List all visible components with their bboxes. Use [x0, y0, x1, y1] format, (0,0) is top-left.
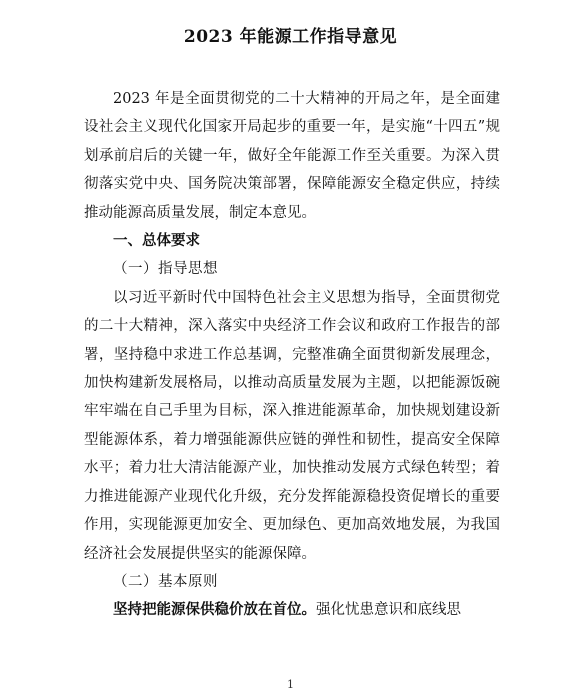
guiding-ideology-paragraph: 以习近平新时代中国特色社会主义思想为指导，全面贯彻党的二十大精神，深入落实中央经济工作会议和政府工作报告的部署，坚持稳中求进工作总基调，完整准确全面贯彻新发展理念，加快构建新发展格局，以推动高质量发展为主题，以把能源饭碗牢牢端在自己手里为目标，深入推进能源革命，加快规划建设新型能源体系，着力增强能源供应链的弹性和韧性，提高安全保障水平；着力壮大清洁能源产业，加快推动发展方式绿色转型；着力推进能源产业现代化升级，充分发挥能源稳投资促增长的重要作用，实现能源更加安全、更加绿色、更加高效地发展，为我国经济社会发展提供坚实的能源保障。: [84, 289, 500, 562]
subsection-heading-basic-principles: （二）基本原则: [113, 573, 218, 590]
section-heading-general-requirements: 一、总体要求: [113, 232, 200, 250]
intro-paragraph: 2023 年是全面贯彻党的二十大精神的开局之年，是全面建设社会主义现代化国家开局起步的重要一年，是实施“十四五”规划承前启后的关键一年，做好全年能源工作至关重要。为深入贯彻落实党中央、国务院决策部署，保障能源安全稳定供应，持续推动能源高质量发展，制定本意见。: [84, 91, 500, 221]
principle-bold-lead: 坚持把能源保供稳价放在首位。: [113, 601, 316, 619]
document-title: 2023 年能源工作指导意见: [183, 27, 398, 47]
principle-text: 强化忧患意识和底线思: [316, 602, 461, 619]
principle-paragraph: [84, 596, 500, 624]
document-body: [84, 85, 500, 625]
page-number: 1: [287, 678, 294, 691]
subsection-heading-guiding-ideology: （一）指导思想: [113, 261, 218, 278]
